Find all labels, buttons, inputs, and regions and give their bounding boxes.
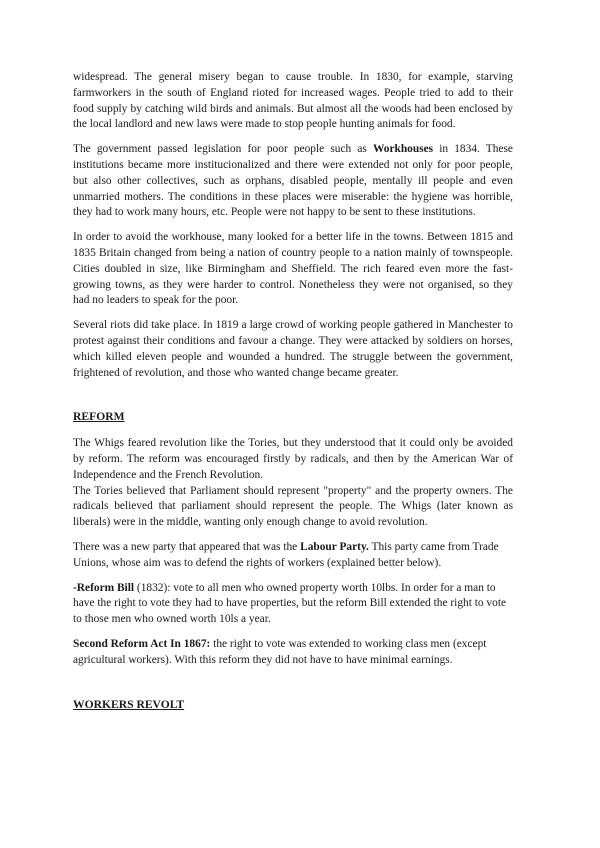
paragraph-reform-bill-post: (1832): vote to all men who owned property worth 10lbs. In order for a man to have the right to vote they had to have properties, but the reform Bill extended the right to vote to those men who owned worth 10ls a year. [73, 581, 507, 626]
section-heading-workers-revolt: WORKERS REVOLT [73, 697, 185, 711]
reform-bill-term: -Reform Bill [73, 581, 135, 594]
paragraph-riots: Several riots did take place. In 1819 a large crowd of working people gathered in Manchester to protest against their conditions and favour a change. They were attacked by soldiers on horses, which killed eleven people and wounded a hundred. The struggle between the government, frightened of revolution, and those who wanted change became greater. [73, 319, 513, 379]
workhouses-term: Workhouses [372, 143, 434, 156]
paragraph-tories: The Tories believed that Parliament should represent "property" and the property owners. The radicals believed that parliament should represent the people. The Whigs (later known as liberals) were in the middle, wanting only enough change to avoid revolution. [73, 484, 513, 529]
section-heading-reform: REFORM [73, 410, 125, 424]
paragraph-misery: widespread. The general misery began to cause trouble. In 1830, for example, starving farmworkers in the south of England rioted for increased wages. People tried to add to their food supply by catching wild birds and animals. But almost all the woods had been enclosed by the local landlord and new laws were made to stop people hunting animals for food. [73, 71, 513, 131]
paragraph-labour-post: This party came from Trade Unions, whose aim was to defend the rights of workers (explained better below). [73, 540, 499, 569]
paragraph-workhouses [73, 142, 513, 221]
paragraph-second-reform-post: the right to vote was extended to working class men (except agricultural workers). With this reform they did not have to have minimal earnings. [73, 637, 487, 666]
paragraph-labour-party [73, 540, 513, 572]
paragraph-labour-pre: There was a new party that appeared that was the [73, 540, 301, 553]
paragraph-reform-bill [73, 581, 513, 628]
paragraph-workhouses-pre: The government passed legislation for poor people such as [73, 143, 373, 156]
paragraph-second-reform-act [73, 637, 513, 669]
paragraph-towns: In order to avoid the workhouse, many looked for a better life in the towns. Between 1815 and 1835 Britain changed from being a nation of country people to a nation mainly of townspeople. Cities doubled in size, like Birmingham and Sheffield. The rich feared even more the fast-growing towns, as they were harder to control. Nonetheless they were not organised, so they had no leaders to speak for the poor. [73, 231, 513, 307]
labour-party-term: Labour Party. [300, 540, 369, 553]
paragraph-workhouses-post: in 1834. These institutions became more institucionalized and there were extended not only for poor people, but also other collectives, such as orphans, disabled people, mentally ill people and even unmarried mothers. The conditions in these places were miserable: the hygiene was horrible, they had to work many hours, etc. People were not happy to be sent to these institutions. [73, 143, 513, 219]
second-reform-act-term: Second Reform Act In 1867: [73, 637, 211, 650]
page-content [73, 70, 513, 712]
paragraph-whigs: The Whigs feared revolution like the Tories, but they understood that it could only be avoided by reform. The reform was encouraged firstly by radicals, and then by the American War of Independence and the French Revolution. [73, 437, 513, 481]
